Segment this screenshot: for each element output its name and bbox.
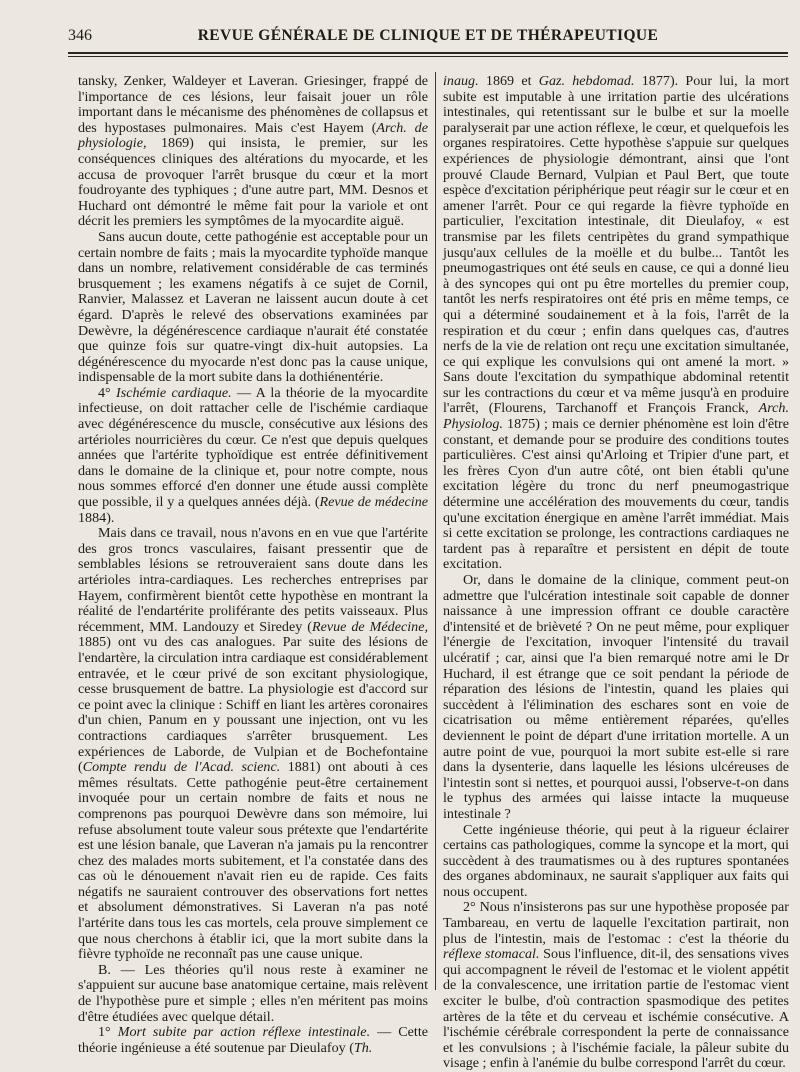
italic-text-run: Mort subite par action réflexe intestinale. bbox=[117, 1024, 371, 1041]
text-run: — A la théorie de la myocardite infectieuse, on doit rattacher celle de l'ischémie cardiaque avec dégénérescence du muscle, consécutive aux lésions des artérioles nourricières du cœur. Ce n'est que depuis quelques années que l'artérite typhoïdique est entrée définitivement dans le domaine de la clinique et, pour notre compte, nous nous sommes efforcé d'en donner une étude aussi complète que possible, il y a quelques années déjà. ( bbox=[78, 384, 428, 511]
column-divider bbox=[435, 72, 436, 990]
text-run: Mais dans ce travail, nous n'avons en en vue que l'artérite des gros troncs vasculaires, faisant pressentir que de semblables lésions se retrouveraient sans doute dans les artérioles intra-cardiaques. Les recherches entreprises par Hayem, confirmèrent bientôt cette hypothèse en montrant la réalité de l'endartérite proliférante des petits vaisseaux. Plus récemment, MM. Landouzy et Siredey ( bbox=[78, 525, 428, 635]
paragraph bbox=[78, 526, 428, 963]
italic-text-run: Revue de Médecine, bbox=[311, 618, 428, 635]
section-b-theories bbox=[78, 963, 428, 1025]
paragraph bbox=[443, 823, 789, 901]
text-run: 1885) ont vu des cas analogues. Par suite des lésions de l'endartère, la circulation intra cardiaque est considérablement entravée, et le cœur privé de son excitant physiologique, cesse brusquement de battre. La physiologie est d'accord sur ce point avec la clinique : Schiff en liant les artères coronaires d'un chien, Panum en y poussant une injection, ont vu les contractions cardiaques s'arrêter brusquement. Les expériences de Laborde, de Vulpian et de Bochefontaine ( bbox=[78, 634, 428, 776]
text-run: B. — Les théories qu'il nous reste à examiner ne s'appuient sur aucune base anatomique certaine, mais relèvent de l'hypothèse pure et simple ; elles n'en méritent pas moins d'être étudiées avec quelque détail. bbox=[78, 961, 428, 1025]
page-number: 346 bbox=[68, 27, 92, 44]
italic-text-run: réflexe stomacal. bbox=[443, 946, 540, 963]
running-header bbox=[68, 14, 788, 48]
paragraph bbox=[78, 230, 428, 386]
text-run: Or, dans le domaine de la clinique, comment peut-on admettre que l'ulcération intestinale soit capable de donner naissance à une impression offrant ce double caractère d'intensité et de brièveté ? On ne peut même, pour expliquer l'énergie de l'excitation, invoquer l'intensité du travail ulcératif ; car, ainsi que l'a bien remarqué notre ami le Dr Huchard, il est étrange que ce soit pendant la période de réparation des lésions de l'intestin, quand les plaies qui succèdent à l'élimination des eschares sont en voie de cicatrisation ou même entièrement réparées, qu'elles deviennent le point de départ d'une irritation mortelle. A un autre point de vue, pourquoi la mort subite est-elle si rare dans la dysenterie, dans laquelle les lésions ulcéreuses de l'intestin sont si nettes, et pourquoi aussi, l'observe-t-on dans le typhus des armées qui laisse intacte la muqueuse intestinale ? bbox=[443, 572, 789, 822]
italic-text-run: Arch. Physiolog. bbox=[443, 400, 789, 433]
paragraph bbox=[443, 74, 789, 573]
text-run: 1° bbox=[98, 1024, 118, 1041]
text-run: 2° Nous n'insisterons pas sur une hypothèse proposée par Tambareau, en vertu de laquelle l'excitation partirait, non plus de l'intestin, mais de l'estomac : c'est la théorie du bbox=[443, 899, 789, 947]
italic-text-run: Ischémie cardiaque. bbox=[116, 384, 232, 401]
journal-title: REVUE GÉNÉRALE DE CLINIQUE ET DE THÉRAPEUTIQUE bbox=[197, 27, 659, 44]
italic-text-run: Arch. de physiologie, bbox=[78, 119, 428, 152]
text-run: Sans aucun doute, cette pathogénie est acceptable pour un certain nombre de faits ; mais la myocardite typhoïde manque dans un nombre, relativement considérable de cas terminés brusquement ; les examens négatifs à ce sujet de Cornil, Ranvier, Malassez et Laveran ne laissent aucun doute à cet égard. D'après le relevé des observations examinées par Dewèvre, la dégénérescence cardiaque n'aurait été constatée que quinze fois sur quatre-vingt dix-huit autopsies. La dégénérescence du myocarde n'est donc pas la cause unique, indispensable de la mort subite dans la dothiénentérie. bbox=[78, 228, 428, 386]
text-run: tansky, Zenker, Waldeyer et Laveran. Griesinger, frappé de l'importance de ces lésions, leur faisait jouer un rôle important dans le mécanisme des phénomènes de collapsus et des hypostases pulmonaires. Mais c'est Hayem ( bbox=[78, 73, 428, 136]
text-run: Sous l'influence, dit-il, des sensations vives qui accompagnent le réveil de l'estomac et le violent appétit de la convalescence, une irritation partie de l'estomac vient exciter le bulbe, d'où contraction spasmodique des petites artères de la tête et du cerveau et ischémie consécutive. A l'ischémie cérébrale correspondent la perte de connaissance et les convulsions ; à l'ischémie faciale, la pâleur subite du visage ; enfin à l'anémie du bulbe correspond l'arrêt du cœur. bbox=[443, 946, 789, 1072]
section-mort-subite-reflexe bbox=[78, 1025, 428, 1056]
italic-text-run: Th. bbox=[353, 1039, 373, 1056]
text-run: — Cette théorie ingénieuse a été soutenue par Dieulafoy ( bbox=[78, 1024, 428, 1056]
text-run: 1875) ; mais ce dernier phénomène est loin d'être constant, et demande pour se produire des conditions toutes particulières. C'est ainsi qu'Arloing et Tripier d'une part, et les frères Cyon d'un autre côté, ont bien établi qu'une excitation légère du tronc du nerf pneumogastrique détermine une accélération des mouvements du cœur, tandis qu'une excitation énergique en amène l'arrêt immédiat. Mais si cette excitation se prolonge, les contractions cardiaques ne tardent pas à reparaître et persistent en dépit de toute excitation. bbox=[443, 416, 789, 573]
italic-text-run: inaug. bbox=[443, 73, 479, 89]
text-run: Cette ingénieuse théorie, qui peut à la rigueur éclairer certains cas pathologiques, comme la syncope et la mort, qui succèdent à des traumatismes ou à des ruptures spontanées des organes abdominaux, ne saurait s'appliquer aux faits qui nous occupent. bbox=[443, 821, 789, 900]
section-reflexe-stomacal bbox=[443, 900, 789, 1072]
italic-text-run: Gaz. hebdomad. bbox=[538, 73, 635, 89]
text-run: 1881) ont abouti à ces mêmes résultats. Cette pathogénie peut-être certainement invoquée pour un certain nombre de faits et nous ne comprenons pas pourquoi Dewèvre dans son mémoire, lui refuse absolument toute valeur sous prétexte que l'endartérite est une lésion banale, que Laveran n'a jamais pu la rencontrer chez des malades morts subitement, et l'a constatée dans des cas où le dénouement n'avait rien eu de rapide. Ces faits négatifs ne sauraient controuver des observations fort nettes et absolument démonstratives. Si Laveran n'a pas noté l'artérite dans tous les cas mortels, cela prouve simplement ce que nous cherchons à établir ici, que la mort subite dans la fièvre typhoïde ne reconnaît pas une cause unique. bbox=[78, 759, 428, 963]
italic-text-run: Compte rendu de l'Acad. scienc. bbox=[82, 759, 281, 776]
italic-text-run: Revue de médecine bbox=[319, 494, 428, 511]
section-ischemie-cardiaque bbox=[78, 386, 428, 526]
text-run: 1884). bbox=[78, 509, 115, 526]
right-column bbox=[443, 74, 789, 1072]
left-column bbox=[78, 74, 428, 1056]
text-run: 1877). Pour lui, la mort subite est imputable à une irritation partie des ulcérations intestinales, qui retentissant sur le bulbe et sur la moelle paralyserait par une action réflexe, le cœur, et quelquefois les organes respiratoires. Cette hypothèse s'appuie sur quelques expériences de physiologie démontrant, ainsi que l'ont prouvé Claude Bernard, Vulpian et Paul Bert, que toute espèce d'excitation périphérique peut réagir sur le cœur et en amener l'arrêt. Pour ce qui regarde la fièvre typhoïde en particulier, l'excitation intestinale, dit Dieulafoy, « est transmise par les filets centripètes du grand sympathique jusqu'aux cellules de la moëlle et du bulbe... Tantôt les pneumogastriques ont été seuls en cause, ce qui a donné lieu à des syncopes qui ont pu être mortelles du premier coup, tantôt les nerfs respiratoires ont été pris en même temps, ce qui a déterminé soudainement et à la fois, l'arrêt de la respiration et du cœur ; enfin dans quelques cas, d'autres nerfs de la vie de relation ont reçu une excitation simultanée, ce qui explique les convulsions qui ont amené la mort. » Sans doute l'excitation du sympathique abdominal retentit sur les contractions du cœur et va même jusqu'à en produire l'arrêt, (Flourens, Tarchanoff et François Franck, bbox=[443, 73, 789, 417]
header-rule bbox=[68, 52, 788, 57]
paragraph bbox=[78, 74, 428, 230]
text-run: 1869 et bbox=[478, 73, 539, 89]
text-run: 1869) qui insista, le premier, sur les conséquences cliniques des altérations du myocarde, et les accusa de provoquer l'arrêt brusque du cœur et la mort foudroyante des typhiques ; d'une autre part, MM. Desnos et Huchard ont démontré le même fait pour la variole et ont décrit les premiers les symptômes de la myocardite aiguë. bbox=[78, 135, 428, 230]
paragraph bbox=[443, 573, 789, 823]
text-run: 4° bbox=[98, 384, 117, 401]
